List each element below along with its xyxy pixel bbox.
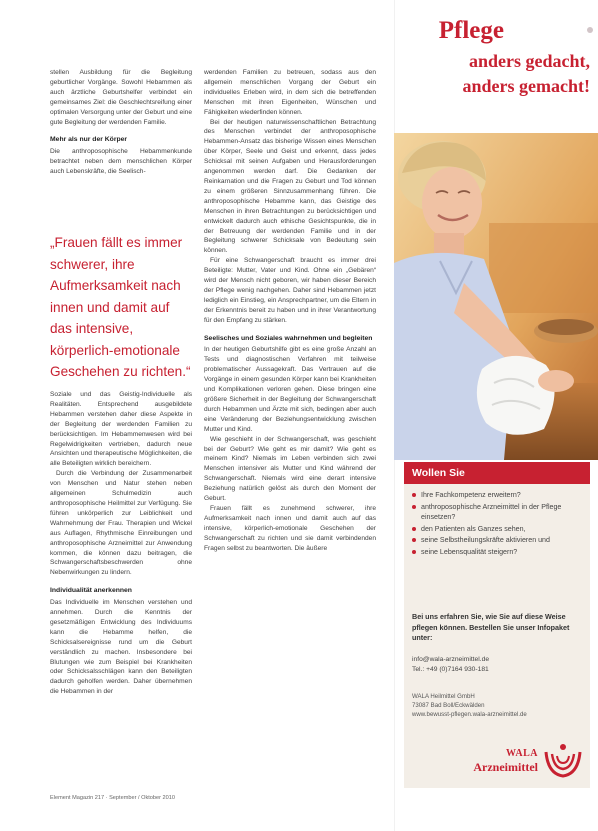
ad-headline-line-3: anders gemacht! [462, 76, 590, 96]
benefit-text: seine Lebensqualität steigern? [421, 547, 518, 556]
corner-dot-icon [587, 27, 593, 33]
ad-headline-line-2: anders gedacht, [469, 51, 590, 71]
benefit-item [412, 502, 584, 523]
col1-heading-individualitaet: Individualität anerkennen [50, 587, 132, 595]
article-column-1 [50, 68, 192, 177]
info-box [404, 462, 590, 788]
benefit-item [412, 535, 584, 546]
col1-heading-mehr-als-koerper: Mehr als nur der Körper [50, 136, 128, 144]
bullet-icon [412, 493, 416, 497]
benefit-item [412, 524, 584, 535]
address-block [412, 692, 584, 719]
contact-block [412, 655, 584, 674]
nurse-photo [394, 133, 598, 460]
bullet-icon [412, 527, 416, 531]
benefit-text: seine Selbstheilungskräfte aktivieren und [421, 536, 550, 544]
brand-wordmark [412, 748, 538, 774]
address-city: 73087 Bad Boll/Eckwälden [412, 702, 485, 709]
col1-after-quote-paragraph: Durch die Verbindung der Zusammenarbeit von Menschen und Natur stehen neben allgemeinen Schulmedizin auch anthroposophische Heilmittel zur Verfügung. Sie führen unkörperlich zur Leiblichkeit und Wahrnehmung der Frau. Therapien und Wickel aus Auflagen, Rhythmische Einreibungen und anthroposophische Arzneimittel zur Anwendung kommen, die können dazu beitragen, die Schwangerschaftsbeschwerden ohne Nebenwirkungen zu lindern. [50, 470, 192, 577]
col2-paragraph: Frauen fällt es zunehmend schwerer, ihre Aufmerksamkeit nach innen und damit auch auf das intensive, körperlich-emotionale Geschehen der Schwangerschaft zu richten und sie damit verbindenden Fragen selbst zu beantworten. Die äußere [204, 504, 376, 552]
article-column-1-lower [50, 390, 192, 697]
benefit-text: den Patienten als Ganzes sehen, [421, 524, 526, 533]
col1-paragraph-2: Das Individuelle im Menschen verstehen und annehmen. Durch die Kenntnis der gesetzmäßigen Entwicklung des Individuums kann die Hebamme helfen, die Schicksalsereignisse rund um die Geburt verständlich zu machen. Insbesondere bei Blutungen wie zum Beispiel bei Krankheiten oder Schicksalsschlägen kann den Beteiligten dadurch geholfen werden. Daher übernehmen die Hebammen in der [50, 599, 192, 696]
ad-headline [396, 16, 596, 98]
benefit-item [412, 490, 584, 501]
contact-email-link[interactable]: info@wala-arzneimittel.de [412, 656, 490, 663]
page-footer: Element Magazin 217 · September / Oktober 2010 [50, 795, 175, 801]
pull-quote: „Frauen fällt es immer schwerer, ihre Aufmerksamkeit nach innen und damit auf das intensive, körperlich-emotionale Geschehen zu richten.“ [50, 235, 191, 379]
brand-name: WALA [505, 748, 538, 759]
col1-after-quote-paragraph: Soziale und das Geistig-Individuelle als Realitäten. Entsprechend ausgebildete Hebammen verstehen daher diese Aspekte in der Begleitung der werdenden Familien zu berücksichtigen. Im Hebammenwesen wird bei Regelwidrigkeiten vertrieben, dadurch neue Ansichten und therapeutische Möglichkeiten, die alle Beteiligten wirklich bereichern. [50, 391, 192, 468]
address-company: WALA Heilmittel GmbH [412, 693, 475, 700]
wala-logo-icon [542, 738, 584, 780]
call-to-action: Bei uns erfahren Sie, wie Sie auf diese Weise pflegen können. Bestellen Sie unser Infopaket unter: [412, 612, 570, 642]
col2-paragraph: werdenden Familien zu betreuen, sodass aus den allgemein menschlichen Vorgang der Geburt ein individuelles Erleben wird, in dem sich die betreffenden Menschen mit ihren Eigenheiten, Wünschen und Fähigkeiten wiederfinden können. [204, 69, 376, 116]
ad-headline-line-1: Pflege [438, 17, 504, 44]
col2-paragraph: Für eine Schwangerschaft braucht es immer drei Beteiligte: Mutter, Vater und Kind. Ohne ein „Gebären“ wird der Mensch nicht geboren, wir haben dieser Bereich der Pflege wenig nachgehen. Daher sind Hebammen jetzt lediglich ein Einstieg, ein Ansprechpartner, um die Eltern in der Erkenntnis bereit zu haben und in ihrer Verantwortung für den Empfang zu stärken. [204, 257, 376, 324]
bullet-icon [412, 538, 416, 542]
nurse-illustration [394, 133, 598, 460]
contact-phone: Tel.: +49 (0)7164 930-181 [412, 665, 489, 673]
bullet-icon [412, 505, 416, 509]
brand-subtitle: Arzneimittel [473, 760, 538, 774]
info-box-heading: Wollen Sie [404, 462, 590, 484]
benefit-text: anthroposophische Arzneimittel in der Pflege einsetzen? [421, 502, 562, 521]
col2-paragraph: In der heutigen Geburtshilfe gibt es eine große Anzahl an Tests und diagnostischen Verfahren mit teilweise problematischer Aussagekraft. Das Vertrauen auf die Vorgänge in einem gesunden Körper kann bei Krankheiten und Komplikationen verloren gehen. Diese bringen eine größere Sicherheit in der Begleitung der Schwangerschaft durch Hebammen und Ärzte mit sich, bedingen aber auch eine Veränderung der Beziehungsentwicklung zwischen Mutter und Kind. [204, 346, 376, 433]
col1-intro-paragraph: stellen Ausbildung für die Begleitung geburtlicher Vorgänge. Sowohl Hebammen als auch ärztliche Geburtshelfer verbindet ein gemeinsames Ziel: die Geschlechtsreifung einer optimalen Versorgung unter der Geburt und eine gute Begleitung der werdenden Familie. [50, 69, 192, 126]
col1-paragraph-1: Die anthroposophische Hebammenkunde betrachtet neben dem menschlichen Körper auch Lebenskräfte, die Seelisch- [50, 148, 192, 176]
benefit-text: Ihre Fachkompetenz erweitern? [421, 491, 521, 499]
bullet-icon [412, 550, 416, 554]
col2-paragraph: Bei der heutigen naturwissenschaftlichen Betrachtung des Menschen verbindet der anthroposophische Hebammen-Ansatz das bisherige Wissen eines Menschen über Körper, Seele und Geist und erkennt, dass jedes Schicksal mit seinen Aufgaben und Herausforderungen angenommen werden darf. Die Gedanken der Reinkarnation und die Fragen zu Geburt und Tod können zu einem größeren Sinnzusammenhang führen. Die anthroposophische Hebamme kann, das Geistige des Menschen in ihren Betrachtungen zu berücksichtigen und entwickelt dadurch auch ethische Gesichtspunkte, die in der Betreuung der werdenden Familie und in der Begleitung schwerer Schicksale von Bedeutung sein können. [204, 118, 376, 255]
address-website-link[interactable]: www.bewusst-pflegen.wala-arzneimittel.de [412, 711, 527, 718]
col2-heading-seelisches: Seelisches und Soziales wahrnehmen und begleiten [204, 334, 373, 342]
col2-paragraph: Wie geschieht in der Schwangerschaft, was geschieht bei der Geburt? Wie geht es mir damit? Wie geht es meinem Kind? Niemals im Leben verbinden sich zwei Menschen intensiver als Mutter und Kind während der Schwangerschaft. Niemals wird eine derart intensive Beziehung natürlich gelöst als durch den Moment der Geburt. [204, 435, 376, 503]
benefit-item [412, 547, 584, 558]
article-column-2 [204, 68, 376, 554]
benefits-list [412, 490, 584, 558]
